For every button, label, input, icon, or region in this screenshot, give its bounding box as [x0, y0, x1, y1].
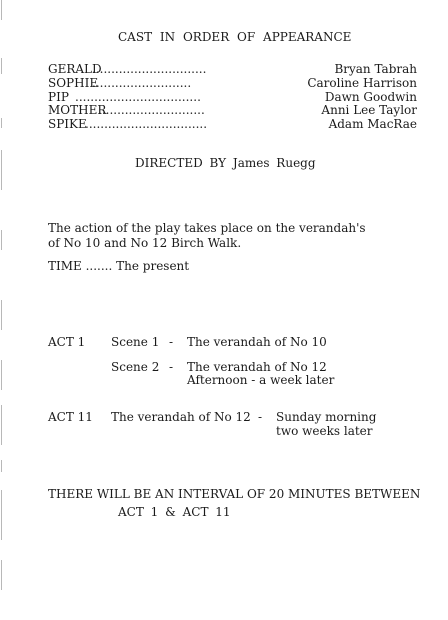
- cast-dots: ..........................: [92, 76, 192, 90]
- cast-role: SOPHIE: [48, 76, 99, 90]
- time-line: TIME ....... The present: [48, 259, 190, 273]
- cast-dots: .................................: [75, 90, 201, 104]
- cast-role: GERALD: [48, 62, 102, 76]
- cast-actor: Dawn Goodwin: [324, 90, 417, 104]
- scene2-time: Afternoon - a week later: [187, 373, 335, 387]
- interval-notice: THERE WILL BE AN INTERVAL OF 20 MINUTES BETWEEN: [48, 487, 421, 501]
- director-credit: DIRECTED BY James Ruegg: [135, 156, 316, 170]
- cast-actor: Caroline Harrison: [307, 76, 417, 90]
- setting-text: of No 10 and No 12 Birch Walk.: [48, 236, 242, 250]
- cast-dots: ..............................: [92, 62, 207, 76]
- cast-actor: Adam MacRae: [328, 117, 417, 131]
- act2-time: two weeks later: [276, 424, 373, 438]
- scene2-dash: -: [169, 360, 174, 374]
- scene1-dash: -: [169, 335, 174, 349]
- cast-role: MOTHER: [48, 103, 107, 117]
- act2-dash: -: [258, 410, 263, 424]
- cast-actor: Bryan Tabrah: [334, 62, 417, 76]
- scene1-desc: The verandah of No 10: [187, 335, 327, 349]
- cast-role: SPIKE: [48, 117, 87, 131]
- cast-dots: ................................: [85, 117, 208, 131]
- scene2-label: Scene 2: [111, 360, 160, 374]
- act1-label: ACT 1: [48, 335, 86, 349]
- scene1-label: Scene 1: [111, 335, 160, 349]
- cast-dots: ............................: [98, 103, 205, 117]
- act2-desc: The verandah of No 12: [111, 410, 251, 424]
- interval-acts: ACT 1 & ACT 11: [118, 505, 231, 519]
- setting-text: The action of the play takes place on the verandah's: [48, 221, 366, 235]
- cast-actor: Anni Lee Taylor: [321, 103, 417, 117]
- act2-label: ACT 11: [48, 410, 93, 424]
- cast-heading: CAST IN ORDER OF APPEARANCE: [118, 30, 352, 44]
- cast-role: PIP: [48, 90, 69, 104]
- scene2-desc: The verandah of No 12: [187, 360, 327, 374]
- act2-time: Sunday morning: [276, 410, 377, 424]
- binding-edge-marks: [0, 0, 4, 620]
